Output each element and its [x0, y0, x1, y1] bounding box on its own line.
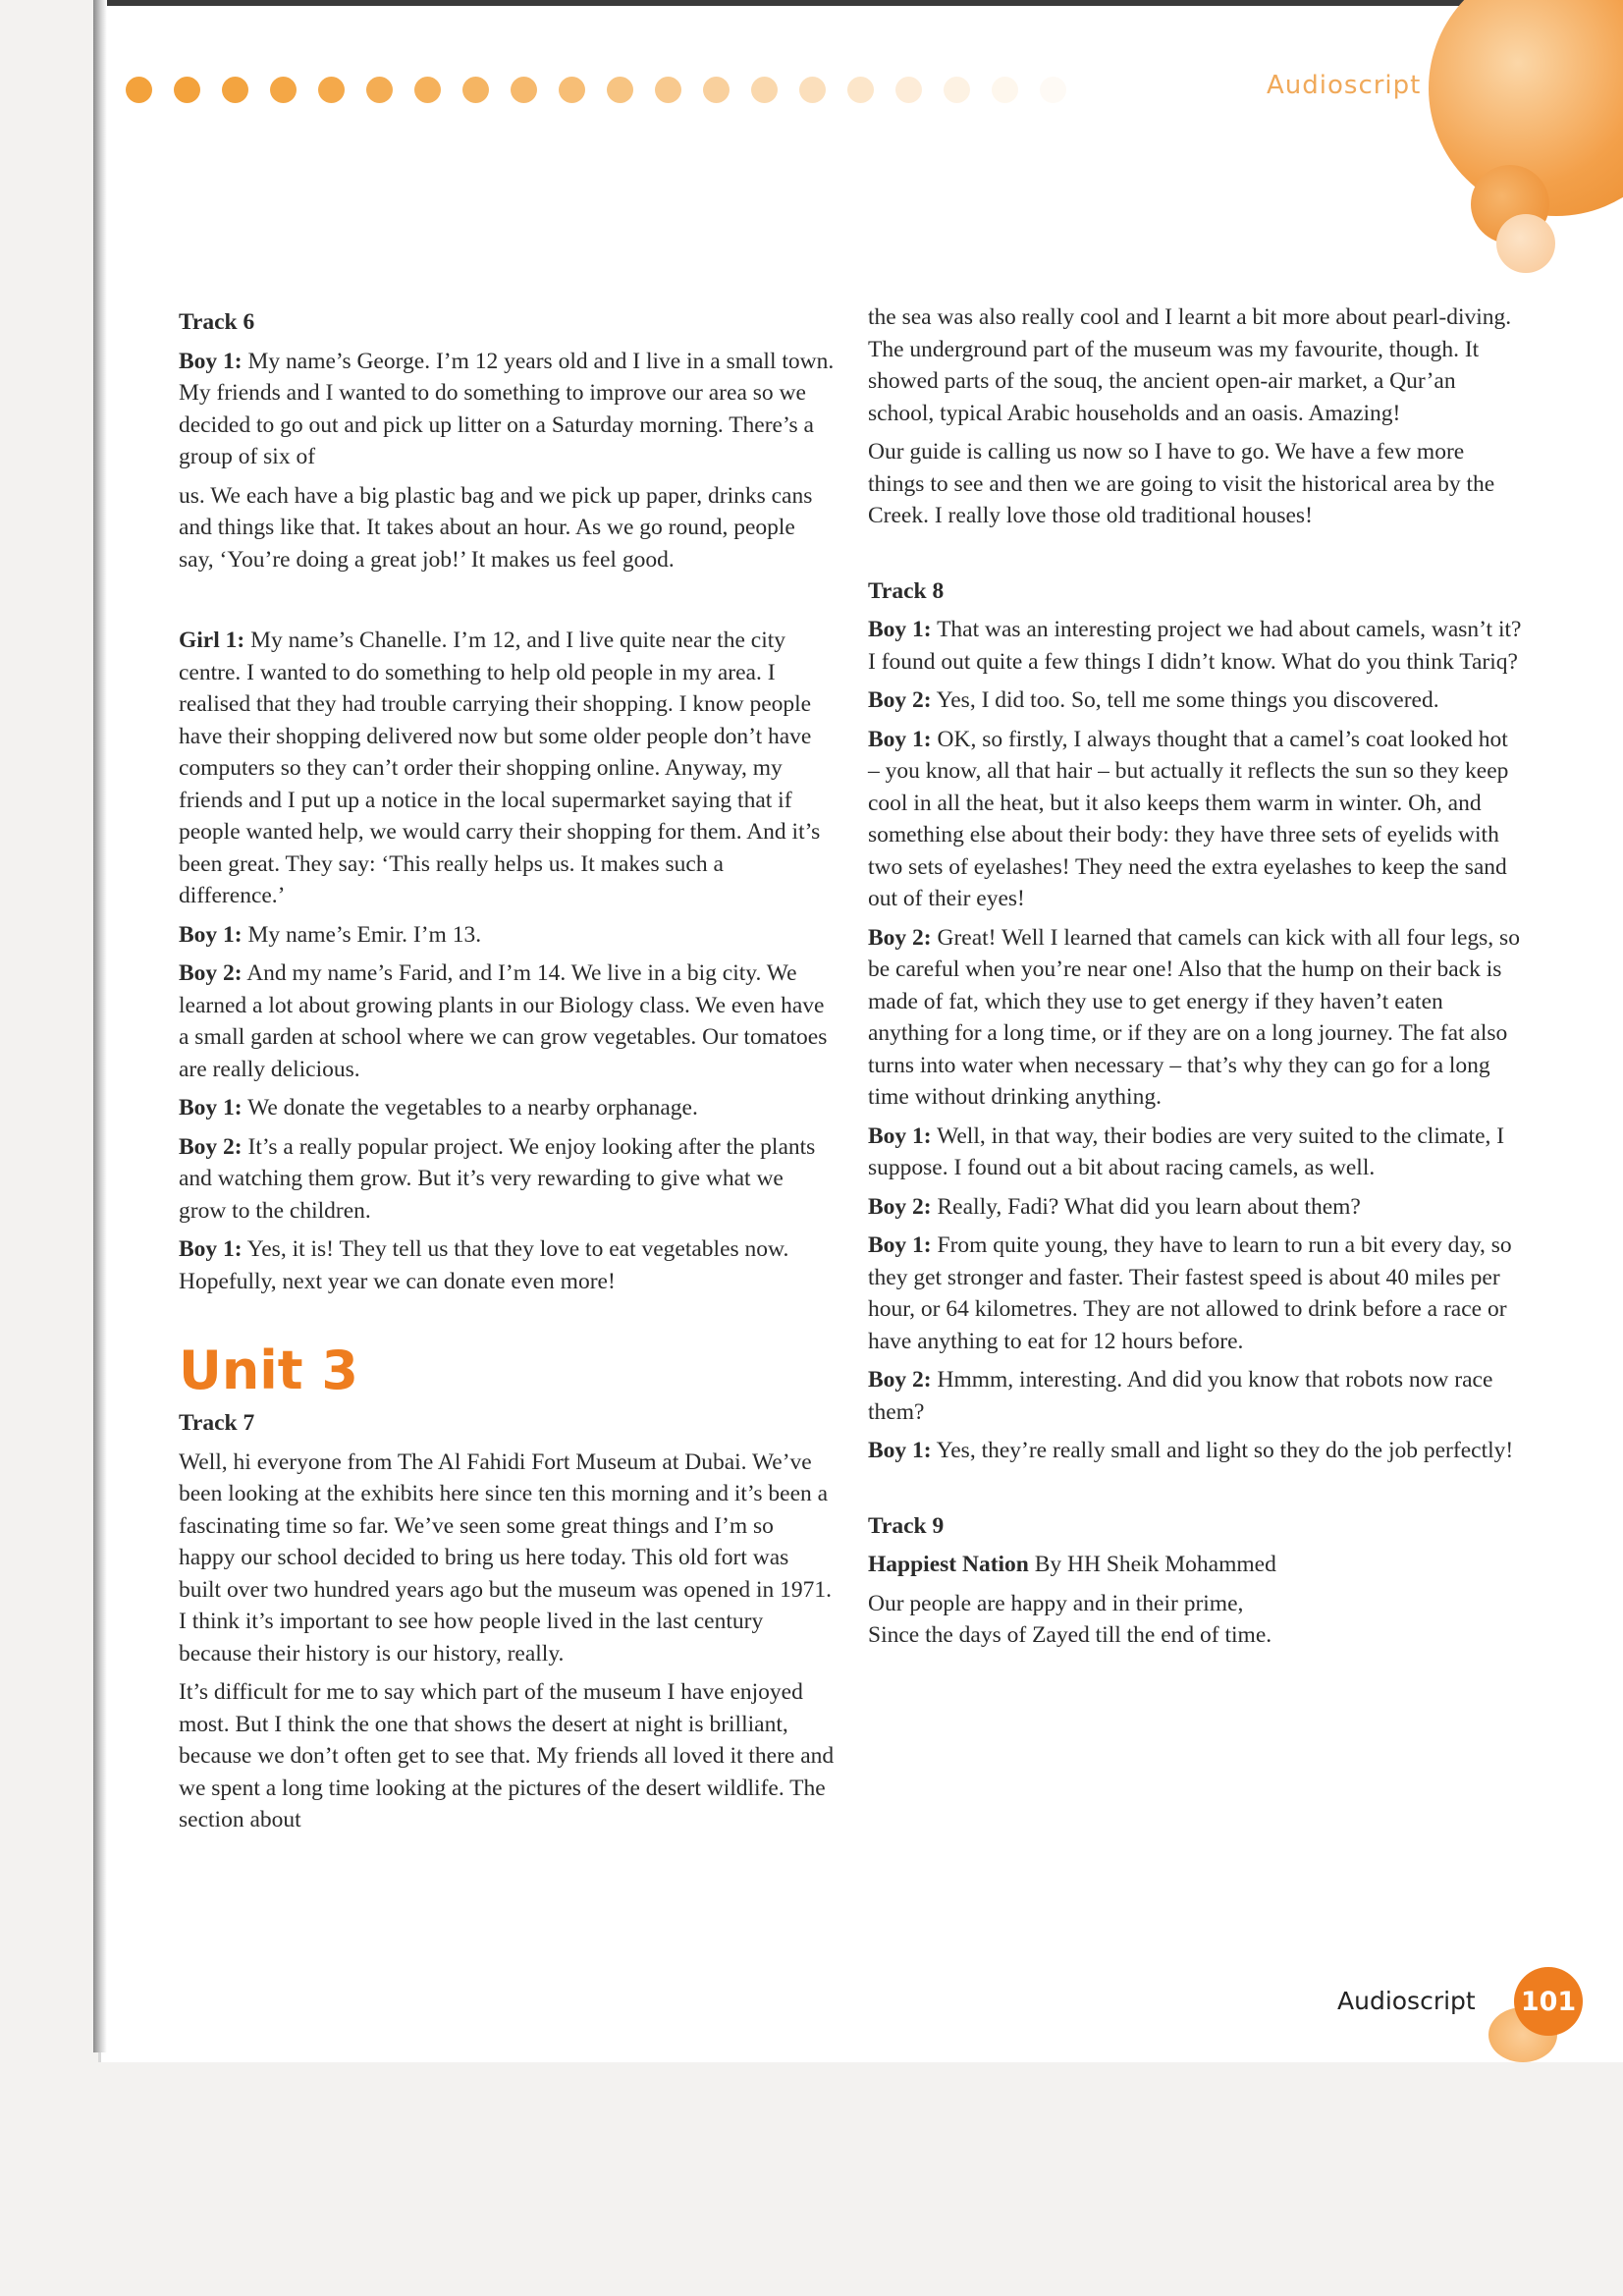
speaker-label: Boy 1:	[179, 1236, 243, 1262]
decorative-dot	[703, 77, 730, 103]
script-paragraph	[868, 614, 1524, 678]
header-dot-row	[126, 77, 1066, 103]
script-paragraph	[179, 1233, 835, 1297]
decorative-light-sphere	[1496, 214, 1555, 273]
script-paragraph	[868, 1364, 1524, 1428]
speech-text: From quite young, they have to learn to run a bit every day, so they get stronger and faster. Their fastest speed is about 40 miles per hour, or 64 kilometres. They are not allowed to drink before a race or have anything to eat for 12 hours before.	[868, 1232, 1512, 1354]
script-paragraph: It’s difficult for me to say which part of the museum I have enjoyed most. But I think the one that shows the desert at night is brilliant, because we don’t often get to see that. My friends all loved it there and we spent a long time looking at the pictures of the desert wildlife. The section about	[179, 1679, 835, 1832]
speech-text: My name’s George. I’m 12 years old and I live in a small town. My friends and I wanted to do something to improve our area so we decided to go out and pick up litter on a Saturday morning. There’s a group of six of	[179, 348, 835, 469]
speech-text: Well, in that way, their bodies are very suited to the climate, I suppose. I found out a bit about racing camels, as well.	[868, 1122, 1505, 1180]
decorative-dot	[511, 77, 537, 103]
book-spine-shadow	[93, 0, 107, 2052]
speech-text: Hmmm, interesting. And did you know that robots now race them?	[868, 1367, 1493, 1425]
script-paragraph	[179, 625, 835, 912]
page-top-edge	[93, 0, 1623, 6]
speaker-label: Boy 1:	[868, 617, 932, 642]
script-paragraph	[868, 1121, 1524, 1184]
unit-heading: Unit 3	[179, 1339, 358, 1401]
speech-text: It’s a really popular project. We enjoy looking after the plants and watching them grow. But it’s very rewarding to give what we grow to the children.	[179, 1133, 816, 1224]
speaker-label: Boy 2:	[179, 1133, 243, 1160]
speaker-label: Girl 1:	[179, 628, 245, 653]
poem-line: Our people are happy and in their prime,	[868, 1590, 1244, 1616]
decorative-dot	[126, 77, 152, 103]
speaker-label: Boy 2:	[868, 1193, 932, 1220]
speaker-label: Boy 2:	[868, 1367, 932, 1393]
speech-text: My name’s Chanelle. I’m 12, and I live quite near the city centre. I wanted to do something to help old people in my area. I realised that they had trouble carrying their shopping. I know people have their shopping delivered now but some older people don’t have computers so they can’t order their shopping online. Anyway, my friends and I put up a notice in the local supermarket saying that if people wanted help, we would carry their shopping for them. And it’s been great. They say: ‘This really helps us. It makes such a difference.’	[179, 628, 821, 908]
page-number-badge: 101	[1514, 1967, 1583, 2036]
decorative-dot	[559, 77, 585, 103]
script-paragraph: Well, hi everyone from The Al Fahidi Fort Museum at Dubai. We’ve been looking at the exhibits here since ten this morning and it’s been a fascinating time so far. We’ve seen some great things and I’m so happy our school decided to bring us here today. This old fort was built over two hundred years ago but the museum was opened in 1971. I think it’s important to see how people lived in the last century because their history is our history, really.	[179, 1449, 833, 1667]
speech-text: OK, so firstly, I always thought that a camel’s coat looked hot – you know, all that hair – but actually it reflects the sun so they keep cool in all the heat, but it also keeps them warm in winter. Oh, and something else about their body: they have three sets of eyelids with two sets of eyelashes! They need the extra eyelashes to keep the sand out of their eyes!	[868, 726, 1509, 911]
decorative-dot	[414, 77, 441, 103]
script-paragraph	[179, 346, 835, 473]
decorative-dot	[174, 77, 200, 103]
decorative-dot	[607, 77, 633, 103]
decorative-dot	[222, 77, 248, 103]
speaker-label: Boy 1:	[868, 1122, 932, 1149]
speech-text: My name’s Emir. I’m 13.	[242, 921, 482, 948]
track-9-heading: Track 9	[868, 1512, 945, 1539]
poem-author: By HH Sheik Mohammed	[1028, 1552, 1276, 1577]
speaker-label: Boy 2:	[868, 924, 932, 951]
decorative-dot	[992, 77, 1018, 103]
running-header-title: Audioscript	[1267, 71, 1422, 100]
script-paragraph	[868, 724, 1524, 915]
decorative-dot	[799, 77, 826, 103]
speech-text: Yes, they’re really small and light so they do the job perfectly!	[931, 1438, 1514, 1463]
decorative-dot	[751, 77, 778, 103]
decorative-dot	[944, 77, 970, 103]
decorative-dot	[462, 77, 489, 103]
decorative-dot	[847, 77, 874, 103]
track-6-heading: Track 6	[179, 309, 255, 335]
script-paragraph	[179, 957, 835, 1085]
speaker-label: Boy 1:	[868, 1438, 932, 1463]
track-8-heading: Track 8	[868, 577, 945, 604]
script-paragraph	[868, 922, 1524, 1114]
script-paragraph	[179, 919, 835, 952]
script-paragraph: the sea was also really cool and I learnt a bit more about pearl-diving. The underground part of the museum was my favourite, though. It showed parts of the souq, the ancient open-air market, a Qur’an school, typical Arabic households and an oasis. Amazing!	[868, 304, 1512, 426]
script-paragraph: Our guide is calling us now so I have to go. We have a few more things to see and then we are going to visit the historical area by the Creek. I really love those old traditional houses!	[868, 439, 1495, 528]
speech-text: We donate the vegetables to a nearby orphanage.	[242, 1095, 698, 1121]
left-column	[179, 306, 835, 1843]
speaker-label: Boy 2:	[179, 960, 243, 986]
speaker-label: Boy 1:	[179, 921, 243, 948]
track-7-heading: Track 7	[179, 1410, 255, 1436]
speaker-label: Boy 1:	[179, 1095, 243, 1121]
decorative-dot	[895, 77, 922, 103]
speaker-label: Boy 2:	[868, 687, 932, 713]
footer-section-label: Audioscript	[1337, 1987, 1476, 2015]
decorative-dot	[655, 77, 681, 103]
speech-text: That was an interesting project we had about camels, wasn’t it? I found out quite a few things I didn’t know. What do you think Tariq?	[868, 617, 1522, 675]
speech-text: And my name’s Farid, and I’m 14. We live in a big city. We learned a lot about growing plants in our Biology class. We even have a small garden at school where we can grow vegetables. Our tomatoes are really delicious.	[179, 960, 828, 1082]
speaker-label: Boy 1:	[868, 1232, 932, 1258]
speech-text: Yes, it is! They tell us that they love to eat vegetables now. Hopefully, next year we can donate even more!	[179, 1236, 789, 1294]
decorative-dot	[318, 77, 345, 103]
poem-line: Since the days of Zayed till the end of time.	[868, 1622, 1272, 1648]
script-paragraph	[179, 1092, 835, 1124]
right-column	[868, 301, 1524, 1652]
speech-text: Great! Well I learned that camels can kick with all four legs, so be careful when you’re near one! Also that the hump on their back is made of fat, which they use to get energy if they haven’t eaten anything for a long time, or if they are on a long journey. The fat also turns into water when necessary – that’s why they can go for a long time without drinking anything.	[868, 924, 1520, 1110]
decorative-dot	[270, 77, 297, 103]
decorative-dot	[366, 77, 393, 103]
speaker-label: Boy 1:	[179, 348, 243, 374]
script-paragraph	[179, 1131, 835, 1228]
poem-title: Happiest Nation	[868, 1552, 1029, 1577]
script-paragraph	[868, 1435, 1524, 1467]
poem-title-line	[868, 1549, 1524, 1581]
script-paragraph: us. We each have a big plastic bag and we pick up paper, drinks cans and things like that. It takes about an hour. As we go round, people say, ‘You’re doing a great job!’ It makes us feel good.	[179, 482, 813, 573]
speaker-label: Boy 1:	[868, 726, 932, 752]
script-paragraph	[868, 1191, 1524, 1224]
speech-text: Yes, I did too. So, tell me some things you discovered.	[931, 687, 1439, 713]
script-paragraph	[868, 684, 1524, 717]
decorative-dot	[1040, 77, 1066, 103]
speech-text: Really, Fadi? What did you learn about them?	[931, 1193, 1361, 1220]
script-paragraph	[868, 1230, 1524, 1357]
